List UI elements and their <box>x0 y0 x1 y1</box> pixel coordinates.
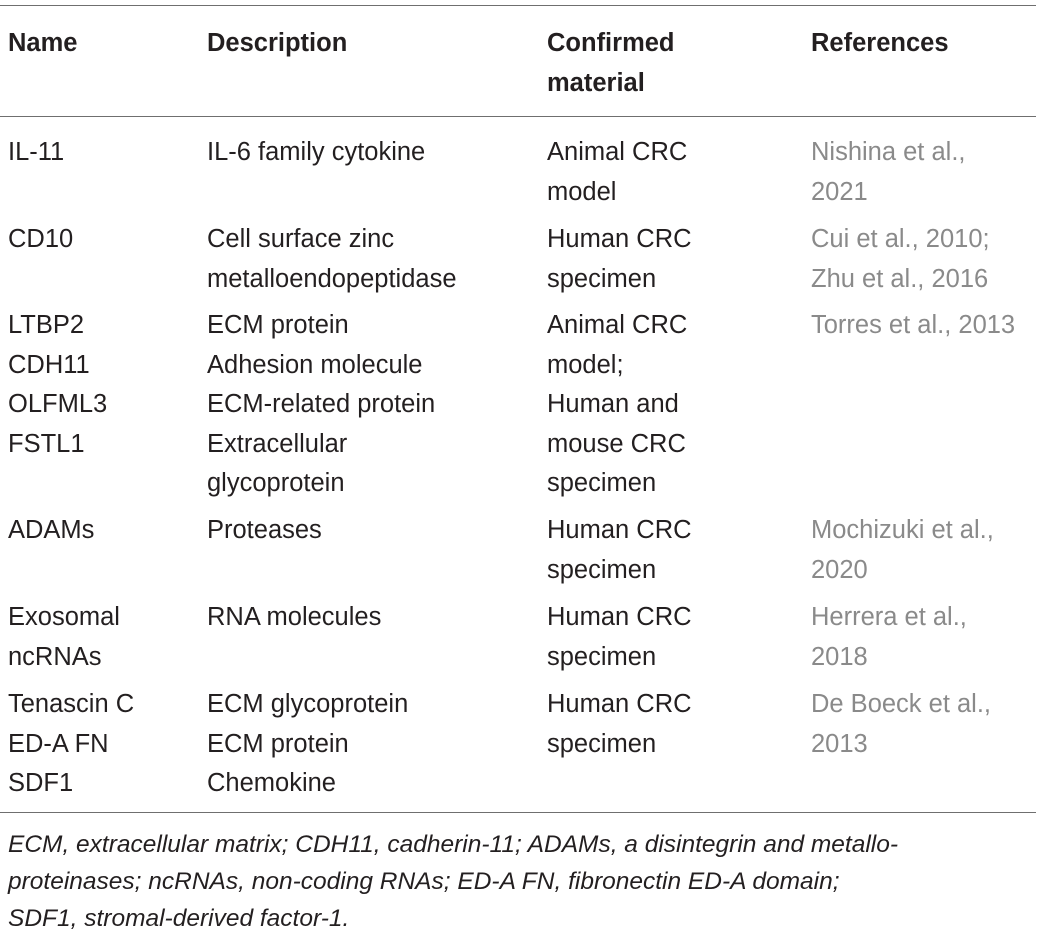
header-rule <box>0 116 1036 117</box>
cell-material: Animal CRC model; Human and mouse CRC specimen <box>547 311 688 497</box>
cell-name: IL-11 <box>8 138 65 166</box>
cell-material: Animal CRC model <box>547 138 688 206</box>
cell-description: RNA molecules <box>207 603 382 631</box>
header-material-line2: material <box>547 68 645 97</box>
cell-description: ECM glycoprotein ECM protein Chemokine <box>207 690 409 797</box>
header-material-line1: Confirmed <box>547 29 675 57</box>
cell-name: Tenascin C ED-A FN SDF1 <box>8 690 135 797</box>
top-rule <box>0 5 1036 6</box>
cell-material: Human CRC specimen <box>547 516 692 584</box>
cell-name: CD10 <box>8 225 74 253</box>
footnote-line: SDF1, stromal-derived factor-1. <box>8 905 350 932</box>
cell-name: Exosomal ncRNAs <box>8 603 120 671</box>
cell-description: Proteases <box>207 516 322 544</box>
cell-material: Human CRC specimen <box>547 603 692 671</box>
cell-references: Herrera et al., 2018 <box>811 603 967 671</box>
header-material <box>547 24 675 103</box>
cell-material: Human CRC specimen <box>547 225 692 293</box>
cell-name: ADAMs <box>8 516 95 544</box>
cell-references: Nishina et al., 2021 <box>811 138 966 206</box>
cell-references: Mochizuki et al., 2020 <box>811 516 994 584</box>
cell-description: IL-6 family cytokine <box>207 138 426 166</box>
footnote-line: ECM, extracellular matrix; CDH11, cadherin-11; ADAMs, a disintegrin and metallo- <box>8 831 899 858</box>
cell-references: Torres et al., 2013 <box>811 311 1016 339</box>
cell-name: LTBP2 CDH11 OLFML3 FSTL1 <box>8 311 108 458</box>
cell-references: Cui et al., 2010; Zhu et al., 2016 <box>811 225 990 293</box>
cell-references: De Boeck et al., 2013 <box>811 690 992 758</box>
header-name: Name <box>8 29 78 57</box>
table-footnote <box>8 826 1033 937</box>
header-description: Description <box>207 29 348 57</box>
footnote-line: proteinases; ncRNAs, non-coding RNAs; ED-A FN, fibronectin ED-A domain; <box>8 868 840 895</box>
cell-material: Human CRC specimen <box>547 690 692 758</box>
header-references: References <box>811 29 949 57</box>
cell-description: Cell surface zinc metalloendopeptidase <box>207 225 457 293</box>
cell-description: ECM protein Adhesion molecule ECM-related protein Extracellular glycoprotein <box>207 311 436 497</box>
bottom-rule <box>0 812 1036 813</box>
